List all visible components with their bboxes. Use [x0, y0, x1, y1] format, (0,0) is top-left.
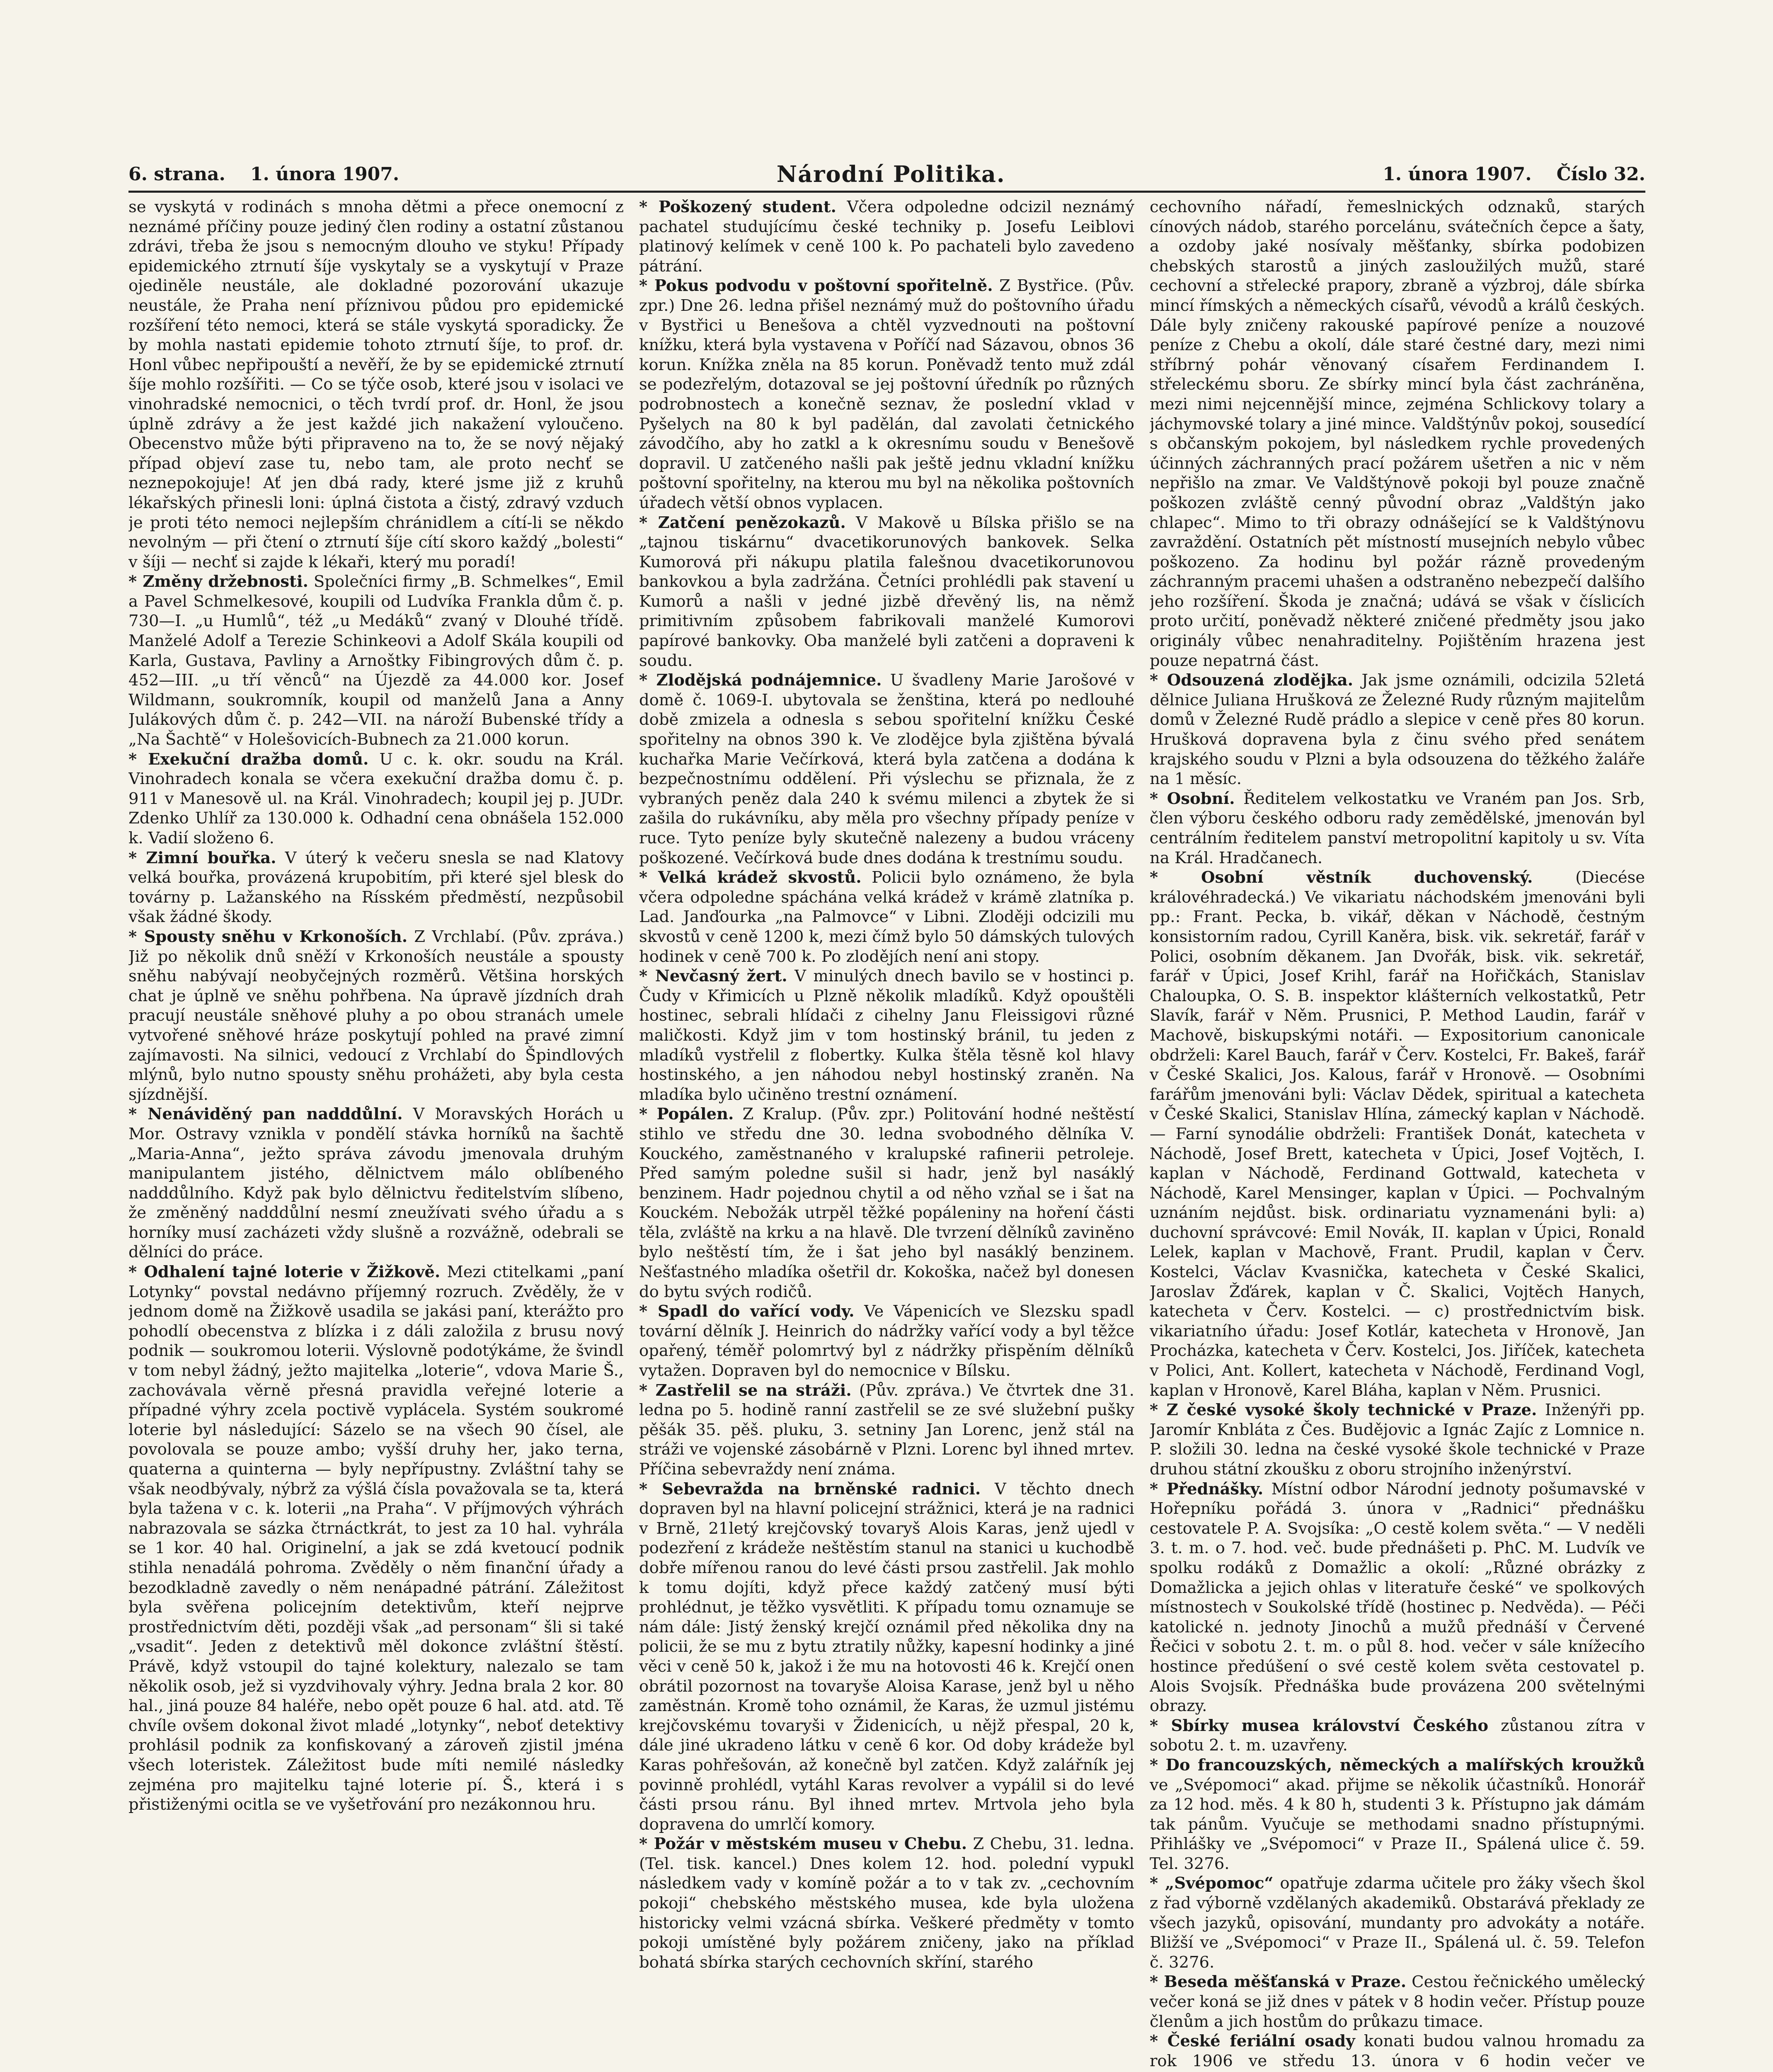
- article: [639, 197, 1134, 276]
- article-headline: * Odsouzená zlodějka.: [1150, 671, 1354, 690]
- article-headline: * Nevčasný žert.: [639, 967, 787, 986]
- article-body: cechovního nářadí, řemeslnických odznaků, starých cínových nádob, starého porcelánu, svátečních čepce a šaty, a ozdoby jaké nosívaly měšťanky, sbírka podobizen chebských starostů a jiných zasloužilých mužů, staré cechovní a střelecké prapory, zbraně a výzbroj, dále sbírka mincí římských a německých císařů, vévodů a králů českých. Dále byly zničeny rakouské papírové peníze a nouzové peníze z Chebu a okolí, dále staré čestné dary, mezi nimi stříbrný pohár věnovaný císařem Ferdinandem I. střeleckému sboru. Ze sbírky mincí byla část zachráněna, mezi nimi nejcennější mince, zejména Schlickovy tolary a jáchymovské tolary a jiné mince. Valdštýnův pokoj, sousedící s občanským pokojem, byl následkem rychle provedených účinných záchranných prací požárem ušetřen a nic v něm nepřišlo na zmar. Ve Valdštýnově pokoji byl pouze značně poškozen zvláště cenný původní obraz „Valdštýn jako chlapec“. Mimo to tři obrazy odnášející se k Valdštýnovu zavraždění. Ostatních pět místností musejních nebylo vůbec poškozeno. Za hodinu byl požár rázně provedeným záchranným pracemi uhašen a odstraněno nebezpečí dalšího jeho rozšíření. Škoda je značná; udává se však v číslicích proto určití, poněvadž některé zničené předměty jsou jako originály vůbec nenahraditelny. Pojištěním hrazena jest pouze nepatrná část.: [1150, 198, 1645, 670]
- article-body: Z Vrchlabí. (Pův. zpráva.) Již po několik dnů sněží v Krkonoších neustále a spousty sněhu nabývají neobyčejných rozměrů. Většina horských chat je úplně ve sněhu pohřbena. Na úpravě jízdních drah pracují neustále sněhové pluhy a po obou stranách umele vytvořené sněhové hráze poskytují pohled na pravé zimní zajímavosti. Na silnici, vedoucí z Vrchlabí do Špindlových mlýnů, bylo nutno spousty sněhu prohážeti, aby byla cesta sjízdnější.: [128, 927, 624, 1104]
- article-body: V úterý k večeru snesla se nad Klatovy velká bouřka, provázená krupobitím, při které sjel blesk do továrny p. Lažanského na Rísském předměstí, nezpůsobil však žádné škody.: [128, 848, 624, 927]
- article-headline: * Do francouzských, německých a malířských kroužků: [1150, 1755, 1645, 1774]
- article: [128, 750, 624, 848]
- article-body: Místní odbor Národní jednoty pošumavské v Hořepníku pořádá 3. února v „Radnici“ přednášku cestovatele P. A. Svojsíka: „O cestě kolem světa.“ — V neděli 3. t. m. o 7. hod. več. bude přednášeti p. PhC. M. Ludvík ve spolku rodáků z Domažlic a okolí: „Různé obrázky z Domažlicka a jejich ohlas v literatuře české“ ve spolkových místnostech v Soukolské třídě (hostinec p. Nedvěda). — Péči katolické n. jednoty Jinochů a mužů přednáší v Červené Řečici v sobotu 2. t. m. o půl 8. hod. večer v sále knížecího hostince předúšení o své cestě kolem světa cestovatel p. Alois Svojsík. Přednáška bude provázena 200 světelnými obrazy.: [1150, 1479, 1645, 1716]
- article-body: Společníci firmy „B. Schmelkes“, Emil a Pavel Schmelkesové, koupili od Ludvíka Frankla dům č. p. 730—I. „u Humlů“, též „u Medáků“ zvaný v Dlouhé třídě. Manželé Adolf a Terezie Schinkeovi a Adolf Skála koupili od Karla, Gustava, Pavliny a Arnoštky Fibingrových dům č. p. 452—III. „u tří věnců“ na Újezdě za 44.000 kor. Josef Wildmann, soukromník, koupil od manželů Jana a Anny Julákových dům č. p. 242—VII. na nároží Bubenské třídy a „Na Šachtě“ v Holešovicích-Bubnech za 21.000 korun.: [128, 572, 624, 749]
- article-body: Policii bylo oznámeno, že byla včera odpoledne spáchána velká krádež v krámě zlatníka p. Lad. Janďourka „na Palmovce“ v Libni. Zloději odcizili mu skvostů v ceně 1200 k, mezi čímž bylo 50 dámských tulových hodinek v ceně 700 k. Po zlodějích není ani stopy.: [639, 868, 1134, 966]
- article: [639, 1479, 1134, 1835]
- column-1: [128, 197, 624, 2072]
- article-body: Mezi ctitelkami „paní Lotynky“ povstal nedávno příjemný rozruch. Zvěděly, že v jednom domě na Žižkově usadila se jakási paní, kterážto pro pohodlí obecenstva z blízka i z dáli založila z brusu nový podnik — soukromou loterii. Výslovně podotýkáme, že švindl v tom nebyl žádný, ježto majitelka „loterie“, vdova Marie Š., zachovávala věrně přesná pravidla veřejné loterie a případné výhry zcela poctivě vyplácela. Systém soukromé loterie byl následující: Sázelo se na všech 90 čísel, ale povolovala se pouze ambo; vyšší druhy her, jako terna, quaterna a quinterna — byly nepřípustny. Zvláštní tahy se však neodbývaly, nýbrž za výšlá čísla považovala se ta, která byla tažena v c. k. loterii „na Praha“. V příjmových výhrách nabrazovala se sázka čtrnáctkrát, to jest za 10 hal. vyhrála se 1 kor. 40 hal. Originelní, a jak se zdá kvetoucí podnik stihla nenadálá pohroma. Zvěděly o něm finanční úřady a bezodkladně zavedly o něm nenápadné pátrání. Záležitost byla svěřena policejním detektivům, kteří nejprve prostřednictvím děti, později však „ad personam“ šli si také „vsadit“. Jeden z detektivů měl dokonce zvláštní štěstí. Právě, když vstoupil do tajné kolektury, nalezalo se tam několik osob, jež si vyzdvihovaly výhry. Jedna brala 2 kor. 80 hal., jiná pouze 84 haléře, nebo opět pouze 6 hal. atd. atd. Tě chvíle ovšem dokonal život mladé „lotynky“, neboť detektivy prohlásil podnik za konfiskovaný a zároveň zjistil jména všech loteristek. Záležitost bude míti nemilé následky zejména pro majitelku tajné loterie pí. Š., která i s přistiženými ocitla se ve vyšetřování pro nezákonnou hru.: [128, 1263, 624, 1814]
- article-body: Inženýři pp. Jaromír Knbláta z Čes. Budějovic a Ignác Zajíc z Lomnice n. P. složili 30. ledna na české vysoké škole technické v Praze druhou státní zkoušku z oboru strojního inženýrství.: [1150, 1401, 1645, 1479]
- article-headline: * Beseda měšťanská v Praze.: [1150, 1973, 1407, 1992]
- article-headline: * Zastřelil se na stráži.: [639, 1381, 852, 1400]
- article-headline: * Spadl do vařící vody.: [639, 1302, 855, 1321]
- article-headline: * Požár v městském museu v Chebu.: [639, 1835, 967, 1854]
- article: [639, 966, 1134, 1104]
- article: [1150, 1755, 1645, 1874]
- article-headline: * Změny držebnosti.: [128, 572, 308, 591]
- article: [639, 1834, 1134, 1972]
- article-headline: * Zatčení penězokazů.: [639, 513, 846, 532]
- columns: [128, 197, 1645, 2072]
- newspaper-page: [128, 157, 1645, 2072]
- article-headline: * Odhalení tajné loterie v Žižkově.: [128, 1263, 441, 1282]
- article: [128, 1262, 624, 1815]
- article: [1150, 197, 1645, 670]
- article: [128, 848, 624, 927]
- header-date-right: 1. února 1907.: [1383, 163, 1532, 185]
- article-body: Z Chebu, 31. ledna. (Tel. tisk. kancel.) Dnes kolem 12. hod. polední vypukl následkem vady v komíně požár a to v tak zv. „cechovním pokoji“ chebského městského musea, kde byla uložena historicky velmi vzácná sbírka. Veškeré předměty v tomto pokoji umístěné byly požárem zničeny, jako na příklad bohatá sbírka starých cechovních skříní, starého: [639, 1835, 1134, 1972]
- article-body: (Pův. zpráva.) Ve čtvrtek dne 31. ledna po 5. hodině ranní zastřelil se ze své služební pušky pěšák 35. pěš. pluku, 3. setniny Jan Lorenc, jenž stál na stráži ve vojenské zásobárně v Plzni. Lorenc byl ihned mrtev. Příčina sebevraždy není známa.: [639, 1381, 1134, 1479]
- article-body: Ve Vápenicích ve Slezsku spadl tovární dělník J. Heinrich do nádržky vařící vody a byl těžce opařený, téměř polomrtvý byl z nádržky přispěním dělníků vytažen. Dopraven byl do nemocnice v Bílsku.: [639, 1302, 1134, 1380]
- header-right: [1383, 164, 1645, 185]
- article: [639, 513, 1134, 671]
- article-headline: * Nenáviděný pan nadddůlní.: [128, 1105, 403, 1124]
- article-headline: * Sbírky musea království Českého: [1150, 1716, 1489, 1735]
- article: [128, 572, 624, 749]
- article: [1150, 789, 1645, 868]
- article-headline: * Zlodějská podnájemnice.: [639, 671, 882, 690]
- article-body: Z Bystřice. (Pův. zpr.) Dne 26. ledna přišel neznámý muž do poštovního úřadu v Bystřici u Benešova a chtěl vyzvednouti na poštovní knížku, která byla vystavena v Poříčí nad Sázavou, obnos 36 korun. Knížka zněla na 85 korun. Poněvadž tento muž zdál se podezřelým, dotazoval se jej poštovní úředník po různých podrobnostech a konečně seznav, že poslední vklad v Pyšelych na 80 k byl padělán, dal zavolati četnického závodčího, aby ho zatkl a k okresnímu soudu v Benešově dopravil. U zatčeného našli pak ještě jednu vkladní knížku poštovní spořitelny, na kterou mu byl na několika poštovních úřadech větší obnos vyplacen.: [639, 276, 1134, 512]
- page-number: 6. strana.: [128, 163, 225, 185]
- article-body: U c. k. okr. soudu na Král. Vinohradech konala se včera exekuční dražba domu č. p. 911 v Manesově ul. na Král. Vinohradech; koupil jej p. JUDr. Zdenko Uhlíř za 130.000 k. Odhadní cena obnášela 152.000 k. Vadií složeno 6.: [128, 750, 624, 847]
- article-headline: * Popálen.: [639, 1105, 734, 1124]
- article-body: ve „Svépomoci“ akad. přijme se několik účastníků. Honorář za 12 hod. měs. 4 k 80 h, studenti 3 k. Přístupno jak dámám tak pánům. Vyučuje se methodami snadno přístupnými. Přihlášky ve „Svépomoci“ v Praze II., Spálená ulice č. 59. Tel. 3276.: [1150, 1775, 1645, 1873]
- article-body: V minulých dnech bavilo se v hostinci p. Čudy v Křimicích u Plzně několik mladíků. Když opouštěli hostinec, sebrali hlídači z cihelny Janu Fleissigovi různé maličkosti. Když jim v tom hostinský bránil, tu jeden z mladíků vystřelil z flobertky. Kulka štěla těsně kol hlavy hostinského, a jen náhodou nebyl hostinský zraněn. Na mladíka bylo učiněno trestní oznámení.: [639, 967, 1134, 1104]
- article-body: zůstanou zítra v sobotu 2. t. m. uzavřeny.: [1150, 1716, 1645, 1755]
- article: [128, 1104, 624, 1262]
- article: [128, 197, 624, 572]
- header-date-left: 1. února 1907.: [250, 163, 400, 185]
- article: [1150, 1479, 1645, 1716]
- article-headline: * Spousty sněhu v Krkonoších.: [128, 927, 408, 946]
- article-body: Z Kralup. (Pův. zpr.) Politování hodné neštěstí stihlo ve středu dne 30. ledna svobodného dělníka V. Kouckého, zaměstnaného v kralupské rafinerii petroleje. Před samým poledne sušil si hadr, jenž byl nasáklý benzinem. Hadr pojednou chytil a od něho vzňal se i šat na Kouckém. Nebožák utrpěl těžké popáleniny na hoření části těla, zvláště na krku a na hlavě. Dle tvrzení dělníků zaviněno bylo neštěstí tím, že i šat jeho byl nasáklý benzinem. Nešťastného mladíka ošetřil dr. Kokoška, načež byl donesen do bytu svých rodičů.: [639, 1105, 1134, 1301]
- article-headline: * Zimní bouřka.: [128, 848, 276, 867]
- article-headline: * Pokus podvodu v poštovní spořitelně.: [639, 276, 993, 295]
- article: [1150, 1874, 1645, 1972]
- article-body: konati budou valnou hromadu za rok 1906 ve středu 13. února v 6 hodin večer ve: [1150, 2032, 1645, 2070]
- article: [639, 276, 1134, 513]
- article-headline: * Poškozený student.: [639, 198, 836, 216]
- article-body: opatřuje zdarma učitele pro žáky všech škol z řad výborně vzdělaných akademiků. Obstarává překlady ze všech jazyků, opisování, mundanty pro advokáty a notáře. Bližší ve „Svépomoci“ v Praze II., Spálená ul. č. 59. Telefon č. 3276.: [1150, 1874, 1645, 1972]
- article-body: Cestou řečnického umělecký večer koná se již dnes v pátek v 8 hodin večer. Přístup pouze členům a jich hostům do průkazu timace.: [1150, 1973, 1645, 2031]
- issue-number: Číslo 32.: [1556, 163, 1645, 185]
- article-headline: * Velká krádež skvostů.: [639, 868, 862, 887]
- header-left: [128, 164, 399, 185]
- article-body: Včera odpoledne odcizil neznámý pachatel studujícímu české techniky p. Josefu Leiblovi platinový kelímek v ceně 100 k. Po pachateli bylo zavedeno pátrání.: [639, 198, 1134, 276]
- article: [1150, 2031, 1645, 2072]
- article-body: V Moravských Horách u Mor. Ostravy vznikla v pondělí stávka horníků na šachtě „Maria-Anna“, ježto správa závodu jmenovala druhým manipulantem jistého, dělnictvem málo oblíbeného nadddůlního. Když pak bylo dělnictvu ředitelstvím slíbeno, že změněný nadddůlní nesmí zneužívati svého úřadu a s horníky musí zacházeti vždy slušně a rozvážně, odebrali se dělníci do práce.: [128, 1105, 624, 1262]
- article: [639, 1381, 1134, 1479]
- article-body: (Diecése královéhradecká.) Ve vikariatu náchodském jmenováni byli pp.: Frant. Pecka, b. vikář, děkan v Náchodě, čestným konsistorním radou, Cyrill Kaněra, bisk. vik. sekretář, farář v Polici, osobním děkanem. Jan Dvořák, bisk. vik. sekretář, farář v Úpici, Josef Krihl, farář na Hořičkách, Stanislav Chaloupka, O. S. B. inspektor klášterních velkostatků, Petr Slavík, farář v Něm. Prusnici, P. Method Laudin, farář v Machově, biskupskými notáři. — Expositorium canonicale obdrželi: Karel Bauch, farář v Červ. Kostelci, Fr. Bakeš, farář v České Skalici, Jos. Kalous, farář v Hronově. — Osobními farářům jmenováni byli: Václav Dědek, spiritual a katecheta v České Skalici, Stanislav Hlína, zámecký kaplan v Náchodě. — Farní synodálie obdrželi: František Donát, katecheta v Náchodě, Josef Brett, katecheta v Úpici, Josef Vojtěch, I. kaplan v Náchodě, Ferdinand Gottwald, katecheta v Náchodě, Karel Mensinger, kaplan v Úpici. — Pochvalným uznáním nejdůst. bisk. ordinariatu vyznamenáni byli: a) duchovní správcové: Emil Novák, II. kaplan v Úpici, Ronald Lelek, kaplan v Machově, Frant. Prudil, kaplan v Červ. Kostelci, Václav Kvasnička, katecheta v České Skalici, Jaroslav Žďárek, kaplan v Č. Skalici, Vojtěch Hanych, katecheta v Červ. Kostelci. — c) prostřednictvím bisk. vikariatního úřadu: Josef Kotlár, katecheta v Hronově, Jan Procházka, katecheta v Červ. Kostelci, Jos. Jiříček, katecheta v Polici, Ant. Kollert, katecheta v Náchodě, Ferdinand Vogl, kaplan v Hronově, Karel Bláha, kaplan v Něm. Prusnici.: [1150, 868, 1645, 1400]
- article-body: V Makově u Bílska přišlo se na „tajnou tiskárnu“ dvacetikorunových bankovek. Selka Kumorová při nákupu platila falešnou dvacetikorunovou bankovkou a byla zadržána. Četníci prohlédli pak stavení u Kumorů a našli v jedné jizbě dřevěný lis, na němž primitivním způsobem fabrikovali manželé Kumorovi papírové bankovky. Oba manželé byli zatčeni a dopraveni k soudu.: [639, 513, 1134, 670]
- masthead: Národní Politika.: [776, 161, 1005, 187]
- article-headline: * České feriální osady: [1150, 2032, 1355, 2051]
- article-body: V těchto dnech dopraven byl na hlavní policejní strážnici, která je na radnici v Brně, 21letý krejčovský tovaryš Alois Karas, jenž ujedl v podezření z krádeže neštěstím stanul na stanici u kuchodbě dobře mířenou ranou do levé části prsou zastřelil. Jak mohlo k tomu dojíti, když přece každý zatčený musí býti prohlédnut, je těžko vysvětliti. K případu tomu oznamuje se nám dále: Jistý ženský krejčí oznámil před několika dny na policii, že se mu z bytu ztratily nůžky, kapesní hodinky a jiné věci v ceně 50 k, jakož i že mu na hotovosti 46 k. Krejčí onen obrátil pozornost na tovaryše Aloisa Karase, jenž byl u něho zaměstnán. Kromě toho oznámil, že Karas, že uzmul jistému krejčovskému tovaryši v Židenicích, u nějž přespal, 20 k, dále jiné ukradeno látku v ceně 6 kor. Od doby krádeže byl Karas pohřešován, až konečně byl zatčen. Když zalářník jej povinně prohlédl, vytáhl Karas revolver a vypálil si do levé části prsou ránu. Byl ihned mrtev. Mrtvola jeho byla dopravena do umrlčí komory.: [639, 1479, 1134, 1834]
- article-body: U švadleny Marie Jarošové v domě č. 1069-I. ubytovala se ženština, která po nedlouhé době zmizela a odnesla s sebou spořitelní knížku České spořitelny na obnos 390 k. Ve zlodějce byla zjištěna bývalá kuchařka Marie Večírková, která byla zatčena a dodána k bezpečnostnímu oddělení. Při výslechu se přiznala, že z vybraných peněz dala 240 k svému milenci a zbytek že si zašila do rukávníku, aby měla pro všechny případy peníze v ruce. Tyto peníze byly skutečně nalezeny a budou vráceny poškozené. Večírková bude dnes dodána k trestnímu soudu.: [639, 671, 1134, 867]
- article-body: Ředitelem velkostatku ve Vraném pan Jos. Srb, člen výboru českého odboru rady zemědělské, jmenován byl centrálním ředitelem panství metropolitní kapitoly u sv. Víta na Král. Hradčanech.: [1150, 789, 1645, 867]
- article-headline: * Osobní věstník duchovenský.: [1150, 868, 1533, 887]
- article-body: Jak jsme oznámili, odcizila 52letá dělnice Juliana Hrušková ze Železné Rudy různým majitelům domů v Železné Rudě prádlo a slepice v ceně přes 80 korun. Hrušková dopravena byla z činu svého před senátem krajského soudu v Plzni a byla odsouzena do těžkého žaláře na 1 měsíc.: [1150, 671, 1645, 789]
- article-headline: * Osobní.: [1150, 789, 1235, 808]
- article: [1150, 1972, 1645, 2031]
- article: [639, 1302, 1134, 1380]
- article: [639, 1104, 1134, 1302]
- article-body: se vyskytá v rodinách s mnoha dětmi a přece onemocní z neznámé příčiny pouze jediný člen rodiny a ostatní zůstanou zdrávi, třeba že jsou s nemocným dlouho ve styku! Případy epidemického ztrnutí šíje vyskytaly se a vyskytují v Praze ojediněle neustále, ale dokladné pozorování ukazuje neustále, že Praha není příznivou půdou pro epidemické rozšíření této nemoci, která se stále vyskytá sporadicky. Že by mohla nastati epidemie tohoto ztrnutí šíje, to prof. dr. Honl vůbec nepřipouští a nevěří, že by se epidemické ztrnutí šíje mohlo rozšířiti. — Co se týče osob, které jsou v isolaci ve vinohradské nemocnici, o těch tvrdí prof. dr. Honl, že jsou úplně zdrávy a že jest každé jich nakažení vyloučeno. Obecenstvo může býti připraveno na to, že se nový nějaký případ objeví zase tu, nebo tam, ale proto nechť se neznepokojuje! Ať jen dbá rady, které jsme již z kruhů lékařských přinesli loni: úplná čistota a čistý, zdravý vzduch je proti této nemoci nejlepším chránidlem a cítí-li se někdo nevolným — při čtení o ztrnutí šíje cítí skoro každý „bolesti“ v šíji — nechť si zajde k lékaři, který mu poradí!: [128, 198, 624, 571]
- article-headline: * Exekuční dražba domů.: [128, 750, 369, 769]
- article: [1150, 1716, 1645, 1755]
- article-headline: * Sebevražda na brněnské radnici.: [639, 1479, 981, 1498]
- article: [639, 670, 1134, 868]
- article: [1150, 1400, 1645, 1479]
- article: [639, 868, 1134, 966]
- page-header: [128, 157, 1645, 193]
- article: [1150, 868, 1645, 1400]
- article-headline: * Z české vysoké školy technické v Praze.: [1150, 1401, 1537, 1420]
- article: [128, 927, 624, 1104]
- article-headline: * Přednášky.: [1150, 1479, 1264, 1498]
- article-headline: * „Svépomoc“: [1150, 1874, 1274, 1893]
- column-3: [1150, 197, 1645, 2072]
- column-2: [639, 197, 1134, 2072]
- article: [1150, 670, 1645, 789]
